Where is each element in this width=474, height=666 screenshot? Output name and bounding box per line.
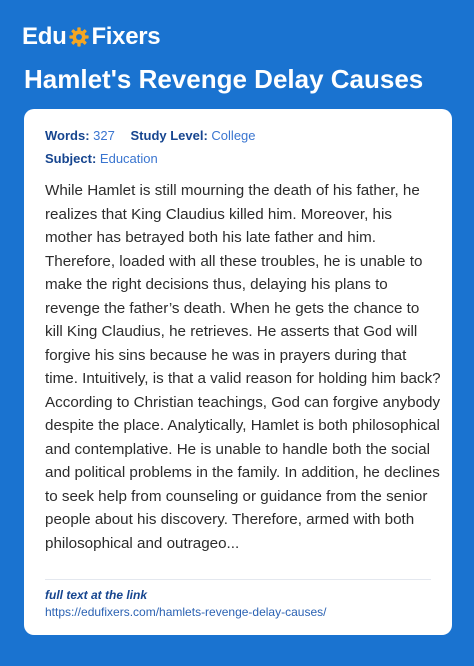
study-level-value: College [211,128,256,143]
logo[interactable] [22,22,160,52]
full-text-label: full text at the link [45,588,148,602]
words-label: Words: [45,128,90,143]
subject-value: Education [99,151,158,166]
subject-label: Subject: [45,151,97,166]
study-level-label: Study Level: [130,128,208,143]
divider [45,579,431,580]
words-value: 327 [93,128,115,143]
meta-row-subject [45,149,268,169]
logo-text-fixers: Fixers [91,23,161,50]
logo-text-edu: Edu [22,23,67,50]
full-text-link[interactable]: https://edufixers.com/hamlets-revenge-delay-causes/ [45,605,327,619]
page-title: Hamlet's Revenge Delay Causes [24,64,424,94]
gear-icon [68,26,90,48]
document-meta [45,126,268,172]
essay-excerpt: While Hamlet is still mourning the death of his father, he realizes that King Claudius killed him. Moreover, his mother has betrayed both his late father and him. Therefore, loaded with all these troubles, he is unable to make the right decisions thus, delaying his plans to revenge the father’s death. When he gets the chance to kill King Claudius, he retrieves. He asserts that God will forgive his sins because he was in prayers during that time. Intuitively, is that a valid reason for holding him back? According to Christian teachings, God can forgive anybody despite the place. Analytically, Hamlet is both philosophical and contemplative. He is unable to handle both the social and political problems in the family. In addition, he declines to seek help from counseling or guidance from the senior people about his discovery. Therefore, armed with both philosophical and outrageo... [45,182,441,552]
meta-row-primary [45,126,268,146]
document-card [24,109,452,635]
